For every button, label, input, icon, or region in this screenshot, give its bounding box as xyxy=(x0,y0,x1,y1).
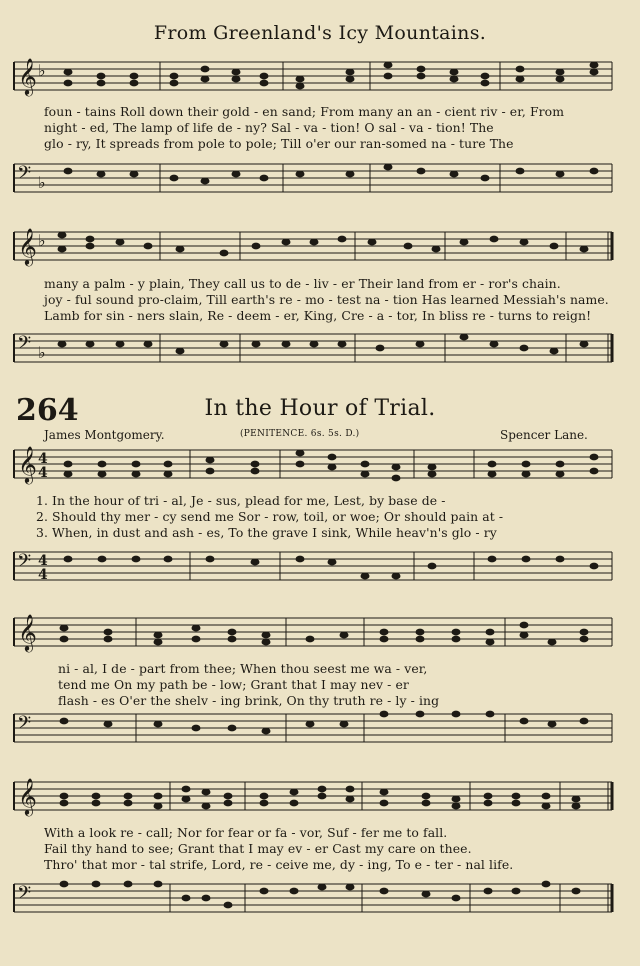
svg-text:𝄞: 𝄞 xyxy=(18,227,37,265)
svg-text:𝄞: 𝄞 xyxy=(18,445,37,483)
time-signature-bottom: 4 xyxy=(38,567,48,583)
verse-line: foun - tains Roll down their gold - en sand; From many an an - cient riv - er, From xyxy=(44,104,565,119)
verse-line: 1. In the hour of tri - al, Je - sus, plead for me, Lest, by base de - xyxy=(36,493,446,508)
staff-bass xyxy=(0,880,640,920)
verse-line: flash - es O'er the shelv - ing brink, On thy truth re - ly - ing xyxy=(58,693,440,708)
verse-line: With a look re - call; Nor for fear or fa - vor, Suf - fer me to fall. xyxy=(44,825,448,840)
hymn-number: 264 xyxy=(16,393,79,428)
svg-text:♭: ♭ xyxy=(38,343,46,362)
staff-bass xyxy=(0,330,640,370)
time-signature-top: 4 xyxy=(38,451,48,467)
svg-text:𝄞: 𝄞 xyxy=(18,777,37,815)
time-signature-bottom: 4 xyxy=(38,465,48,481)
svg-text:𝄢: 𝄢 xyxy=(17,883,32,908)
staff-bass xyxy=(0,160,640,200)
svg-text:♭: ♭ xyxy=(38,231,46,250)
svg-text:𝄢: 𝄢 xyxy=(17,713,32,738)
svg-text:𝄢: 𝄢 xyxy=(17,333,32,358)
verse-line: Fail thy hand to see; Grant that I may ev - er Cast my care on thee. xyxy=(44,841,472,856)
staff-treble xyxy=(0,778,640,818)
staff-treble xyxy=(0,228,640,268)
verse-line: many a palm - y plain, They call us to de - liv - er Their land from er - ror's chain. xyxy=(44,276,561,291)
svg-text:𝄞: 𝄞 xyxy=(18,613,37,651)
hymn-prev-title: From Greenland's Icy Mountains. xyxy=(153,22,487,44)
svg-text:𝄞: 𝄞 xyxy=(18,57,37,95)
verse-line: 2. Should thy mer - cy send me Sor - row, toil, or woe; Or should pain at - xyxy=(36,509,504,524)
composer-credit: Spencer Lane. xyxy=(500,428,588,442)
svg-text:𝄢: 𝄢 xyxy=(17,163,32,188)
staff-treble xyxy=(0,446,640,486)
verse-line: joy - ful sound pro-claim, Till earth's re - mo - test na - tion Has learned Messiah's name. xyxy=(44,292,609,307)
verse-line: Lamb for sin - ners slain, Re - deem - er, King, Cre - a - tor, In bliss re - turns to reign! xyxy=(44,308,592,323)
staff-treble xyxy=(0,58,640,98)
svg-text:𝄢: 𝄢 xyxy=(17,551,32,576)
svg-text:♭: ♭ xyxy=(38,61,46,80)
author-credit: James Montgomery. xyxy=(44,428,165,442)
verse-line: night - ed, The lamp of life de - ny? Sal - va - tion! O sal - va - tion! The xyxy=(44,120,494,135)
hymn-title: In the Hour of Trial. xyxy=(204,396,436,421)
verse-line: Thro' that mor - tal strife, Lord, re - ceive me, dy - ing, To e - ter - nal life. xyxy=(44,857,514,872)
staff-treble xyxy=(0,614,640,654)
time-signature-top: 4 xyxy=(38,553,48,569)
verse-line: ni - al, I de - part from thee; When thou seest me wa - ver, xyxy=(58,661,428,676)
staff-bass xyxy=(0,548,640,588)
tune-meter: (PENITENCE. 6s. 5s. D.) xyxy=(240,429,360,439)
verse-line: glo - ry, It spreads from pole to pole; Till o'er our ran-somed na - ture The xyxy=(44,136,514,151)
staff-bass xyxy=(0,710,640,750)
verse-line: 3. When, in dust and ash - es, To the grave I sink, While heav'n's glo - ry xyxy=(36,525,497,540)
svg-text:♭: ♭ xyxy=(38,173,46,192)
verse-line: tend me On my path be - low; Grant that I may nev - er xyxy=(58,677,409,692)
